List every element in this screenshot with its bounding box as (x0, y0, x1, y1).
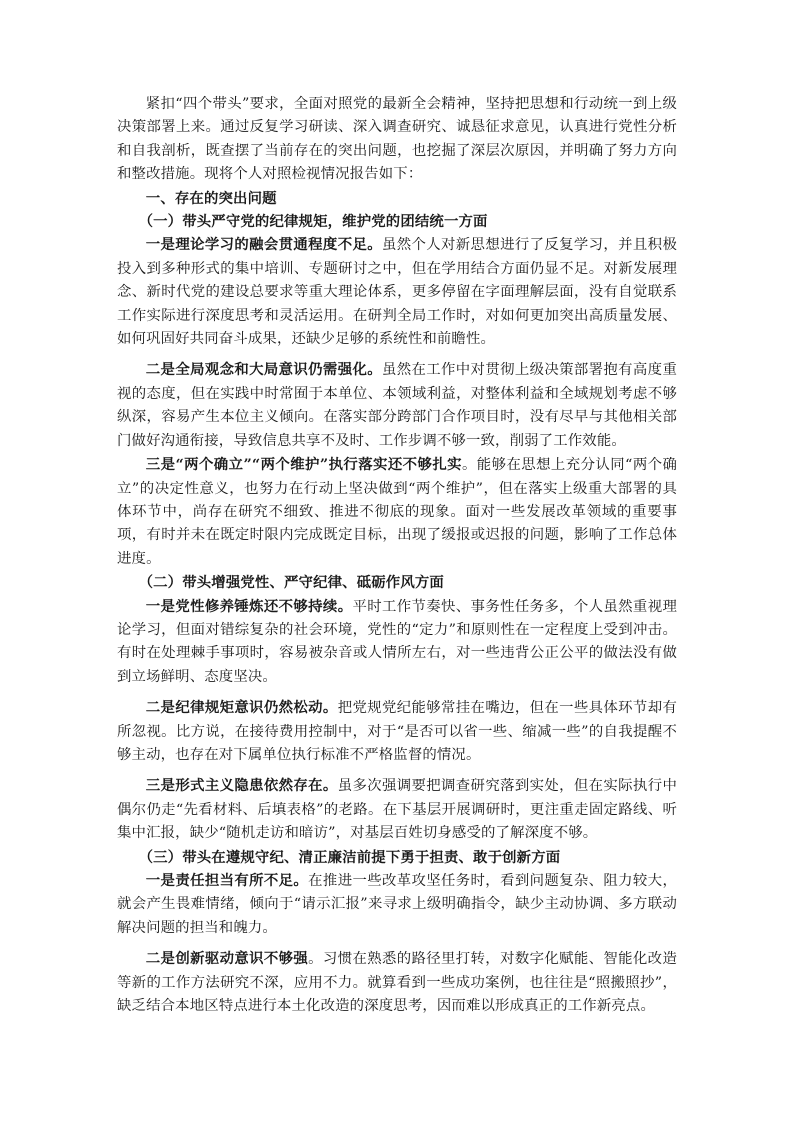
paragraph-6-body: 虽多次强调要把调查研究落到实处，但在实际执行中偶尔仍走“先看材料、后填表格”的老路。在下基层开展调研时，更注重走固定路线、听集中汇报，缺少“随机走访和暗访”，对基层百姓切身感受的了解深度不够。 (117, 778, 678, 842)
paragraph-4 (117, 595, 677, 690)
paragraph-8 (117, 947, 677, 1018)
paragraph-6 (117, 774, 677, 845)
paragraph-3-body: 。能够在思想上充分认同“两个确立”的决定性意义，也努力在行动上坚决做到“两个维护”，但在落实上级重大部署的具体环节中，尚存在研究不细致、推进不彻底的现象。面对一些发展改革领域的重要事项，有时并未在既定时限内完成既定目标，出现了缓报或迟报的问题，影响了工作总体进度。 (117, 457, 678, 567)
section-heading-problems: 一、存在的突出问题 (145, 189, 277, 207)
paragraph-5 (117, 696, 677, 767)
report-page (117, 93, 677, 1018)
paragraph-7-lead: 一是责任担当有所不足。 (145, 872, 309, 889)
subsection-heading-3: （三）带头在遵规守纪、清正廉洁前提下勇于担责、敢于创新方面 (138, 848, 561, 866)
paragraph-7 (117, 869, 677, 940)
paragraph-3-lead: 三是“两个确立”“两个维护”执行落实还不够扎实 (145, 456, 462, 474)
paragraph-1-lead: 一是理论学习的融会贯通程度不足。 (145, 236, 382, 254)
paragraph-8-lead: 二是创新驱动意识不够强 (145, 950, 309, 968)
intro-paragraph: 紧扣“四个带头”要求，全面对照党的最新全会精神，坚持把思想和行动统一到上级决策部署上来。通过反复学习研读、深入调查研究、诚恳征求意见，认真进行党性分析和自我剖析，既查摆了当前存在的突出问题，也挖掘了深层次原因，并明确了努力方向和整改措施。现将个人对照检视情况报告如下： (117, 96, 677, 183)
paragraph-4-lead: 一是党性修养锤炼还不够持续。 (145, 597, 353, 615)
paragraph-4-body: 平时工作节奏快、事务性任务多，个人虽然重视理论学习，但面对错综复杂的社会环境，党性的“定力”和原则性在一定程度上受到冲击。有时在处理棘手事项时，容易被杂音或人情所左右，对一些违背公正公平的做法没有做到立场鲜明、态度坚决。 (117, 598, 677, 685)
paragraph-6-lead: 三是形式主义隐患依然存在。 (145, 777, 338, 795)
paragraph-3 (117, 453, 677, 571)
paragraph-2-body: 虽然在工作中对贯彻上级决策部署抱有高度重视的态度，但在实践中时常囿于本单位、本领域利益，对整体利益和全域规划考虑不够纵深，容易产生本位主义倾向。在落实部分跨部门合作项目时，没有尽早与其他相关部门做好沟通衔接，导致信息共享不及时、工作步调不够一致，削弱了工作效能。 (117, 362, 677, 449)
paragraph-5-lead: 二是纪律规矩意识仍然松动。 (145, 699, 338, 717)
paragraph-5-body: 把党规党纪能够常挂在嘴边，但在一些具体环节却有所忽视。比方说，在接待费用控制中，对于“是否可以省一些、缩减一些”的自我提醒不够主动，也存在对下属单位执行标准不严格监督的情况。 (117, 700, 678, 763)
paragraph-2 (117, 358, 677, 453)
paragraph-1 (117, 233, 677, 351)
paragraph-2-lead: 二是全局观念和大局意识仍需强化。 (145, 361, 382, 379)
paragraph-8-body: 。习惯在熟悉的路径里打转，对数字化赋能、智能化改造等新的工作方法研究不深，应用不力。就算看到一些成功案例，也往往是“照搬照抄”，缺乏结合本地区特点进行本土化改造的深度思考，因而难以形成真正的工作新亮点。 (117, 951, 677, 1015)
subsection-heading-1: （一）带头严守党的纪律规矩，维护党的团结统一方面 (138, 213, 488, 231)
paragraph-7-body: 在推进一些改革攻坚任务时，看到问题复杂、阻力较大，就会产生畏难情绪，倾向于“请示汇报”来寻求上级明确指令，缺少主动协调、多方联动解决问题的担当和魄力。 (117, 873, 677, 936)
paragraph-1-body: 虽然个人对新思想进行了反复学习，并且积极投入到多种形式的集中培训、专题研讨之中，但在学用结合方面仍显不足。对新发展理念、新时代党的建设总要求等重大理论体系，更多停留在字面理解层面，没有自觉联系工作实际进行深度思考和灵活运用。在研判全局工作时，对如何更加突出高质量发展、如何巩固好共同奋斗成果，还缺少足够的系统性和前瞻性。 (117, 237, 677, 348)
subsection-heading-2: （二）带头增强党性、严守纪律、砥砺作风方面 (138, 574, 444, 592)
